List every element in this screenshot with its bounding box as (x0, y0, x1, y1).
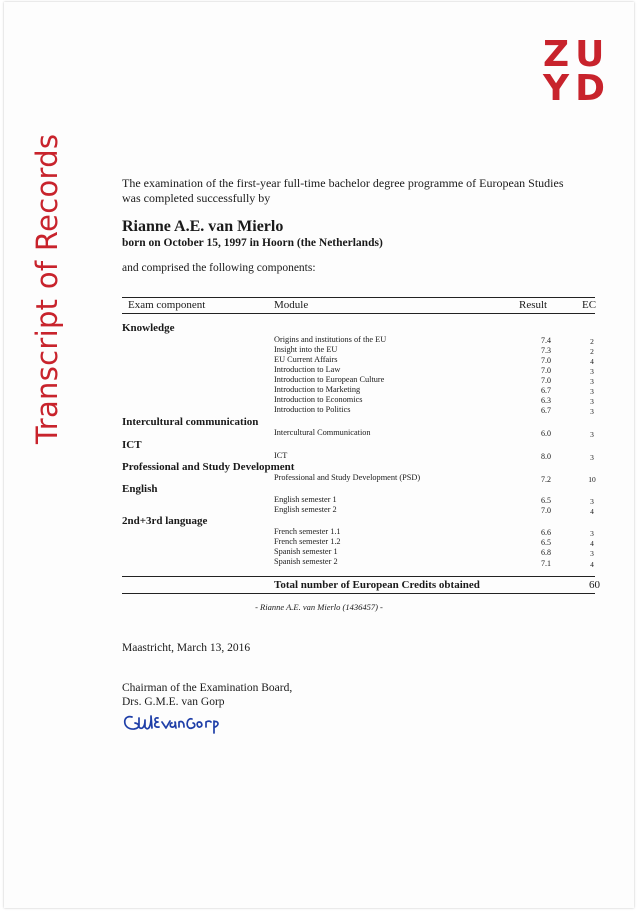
module-name: ICT (274, 451, 288, 460)
module-result: 6.7 (541, 386, 551, 395)
module-name: Introduction to Law (274, 365, 341, 374)
module-name: Insight into the EU (274, 345, 338, 354)
category-english: English (122, 483, 158, 495)
chairman-name: Drs. G.M.E. van Gorp (122, 696, 225, 708)
module-result: 6.6 (541, 528, 551, 537)
module-name: Spanish semester 1 (274, 547, 338, 556)
module-ec: 2 (590, 337, 594, 346)
logo-line-2: YD (543, 68, 611, 109)
module-name: Professional and Study Development (PSD) (274, 473, 421, 482)
table-header-rule (122, 313, 595, 314)
module-name: English semester 1 (274, 495, 337, 504)
module-ec: 3 (590, 387, 594, 396)
module-result: 6.5 (541, 538, 551, 547)
module-ec: 10 (588, 475, 596, 484)
place-date: Maastricht, March 13, 2016 (122, 642, 251, 654)
module-name: Introduction to Politics (274, 405, 351, 414)
module-result: 7.2 (541, 475, 551, 484)
module-ec: 3 (590, 549, 594, 558)
side-title: Transcript of Records (30, 133, 64, 444)
module-name: Introduction to European Culture (274, 375, 385, 384)
module-ec: 3 (590, 453, 594, 462)
module-ec: 4 (590, 560, 594, 569)
module-name: Origins and institutions of the EU (274, 335, 387, 344)
transcript-page (4, 2, 634, 908)
module-ec: 4 (590, 507, 594, 516)
module-ec: 3 (590, 430, 594, 439)
module-ec: 3 (590, 367, 594, 376)
category-ict: ICT (122, 439, 142, 451)
total-top-rule (122, 576, 595, 577)
module-result: 7.4 (541, 336, 551, 345)
module-result: 7.0 (541, 356, 551, 365)
module-result: 7.0 (541, 506, 551, 515)
total-bottom-rule (122, 593, 595, 594)
module-ec: 4 (590, 539, 594, 548)
header-exam-component: Exam component (128, 299, 206, 311)
module-ec: 3 (590, 397, 594, 406)
logo-line-1: ZU (543, 34, 611, 75)
module-ec: 3 (590, 377, 594, 386)
module-name: French semester 1.1 (274, 527, 341, 536)
category-languages: 2nd+3rd language (122, 515, 208, 527)
intro-text: The examination of the first-year full-time bachelor degree programme of European Studies was completed successfully by (122, 176, 564, 205)
header-result: Result (519, 299, 548, 311)
header-module: Module (274, 299, 309, 311)
module-ec: 3 (590, 407, 594, 416)
module-ec: 3 (590, 497, 594, 506)
total-label: Total number of European Credits obtained (274, 579, 480, 591)
components-intro: and comprised the following components: (122, 262, 316, 274)
module-ec: 3 (590, 529, 594, 538)
student-name: Rianne A.E. van Mierlo (122, 218, 284, 235)
chairman-block (122, 681, 292, 709)
module-ec: 2 (590, 347, 594, 356)
chairman-title: Chairman of the Examination Board, (122, 682, 293, 694)
module-result: 7.0 (541, 366, 551, 375)
module-name: EU Current Affairs (274, 355, 338, 364)
total-value: 60 (589, 579, 600, 591)
module-name: French semester 1.2 (274, 537, 341, 546)
module-result: 6.3 (541, 396, 551, 405)
module-ec: 4 (590, 357, 594, 366)
category-psd: Professional and Study Development (122, 461, 295, 473)
module-result: 7.0 (541, 376, 551, 385)
module-result: 6.0 (541, 429, 551, 438)
module-name: English semester 2 (274, 505, 337, 514)
module-result: 6.8 (541, 548, 551, 557)
category-knowledge: Knowledge (122, 322, 175, 334)
module-name: Introduction to Marketing (274, 385, 361, 394)
zuyd-logo (543, 34, 611, 109)
module-name: Spanish semester 2 (274, 557, 338, 566)
category-intercultural: Intercultural communication (122, 416, 259, 428)
signature-image (120, 708, 270, 734)
student-footer: - Rianne A.E. van Mierlo (1436457) - (255, 602, 383, 612)
module-name: Introduction to Economics (274, 395, 363, 404)
header-ec: EC (582, 299, 597, 311)
module-result: 7.3 (541, 346, 551, 355)
module-result: 7.1 (541, 559, 551, 568)
module-name: Intercultural Communication (274, 428, 371, 437)
module-result: 8.0 (541, 452, 551, 461)
table-top-rule (122, 297, 595, 298)
module-result: 6.5 (541, 496, 551, 505)
module-result: 6.7 (541, 406, 551, 415)
student-birth: born on October 15, 1997 in Hoorn (the Netherlands) (122, 237, 383, 249)
